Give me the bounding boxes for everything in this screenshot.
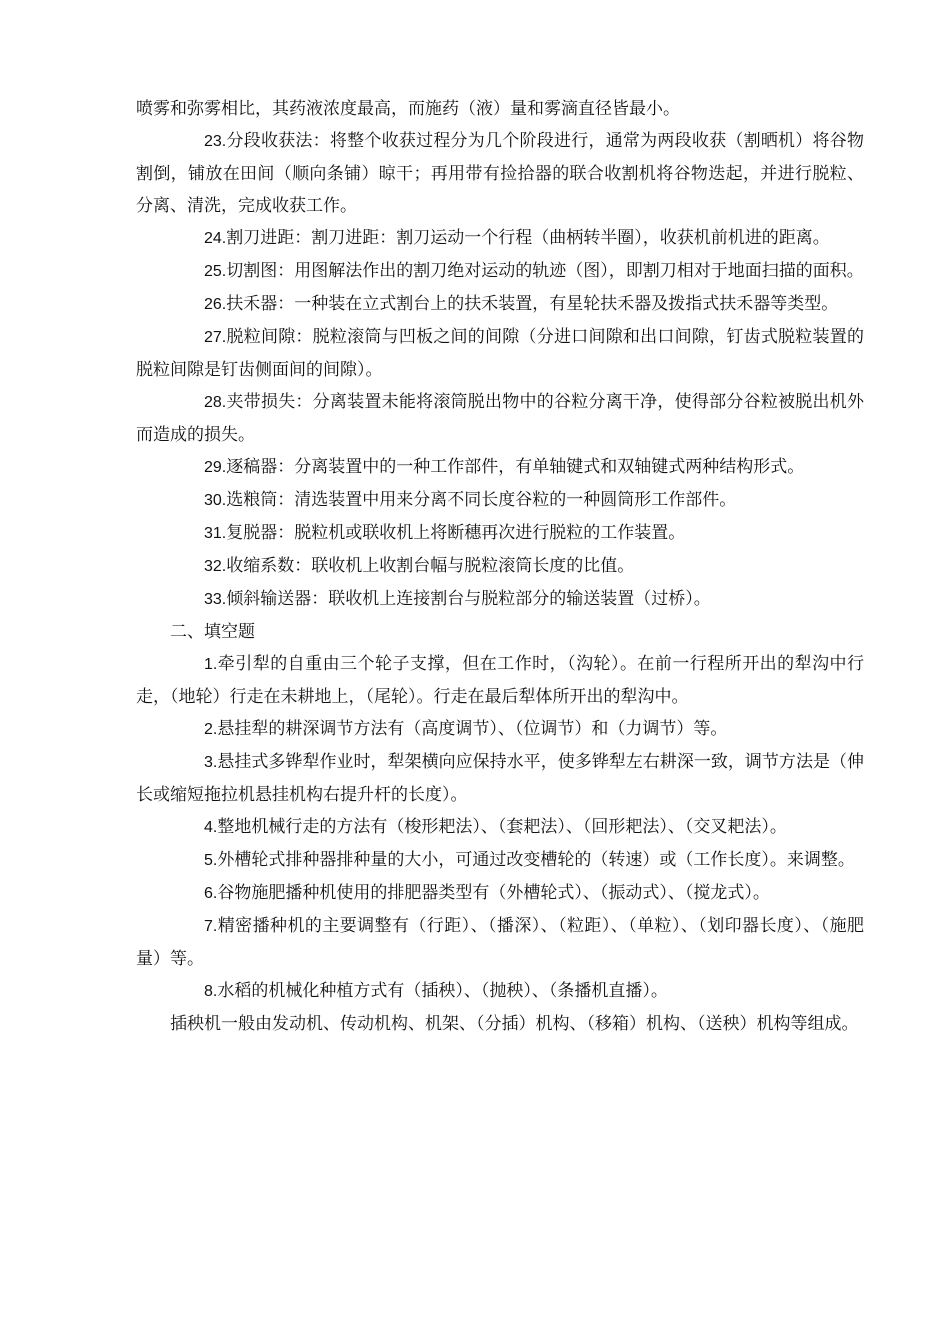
paragraph-text: 外槽轮式排种器排种量的大小，可通过改变槽轮的（转速）或（工作长度）。来调整。 [217, 850, 855, 870]
paragraph-text: 切割图：用图解法作出的割刀绝对运动的轨迹（图），即割刀相对于地面扫描的面积。 [226, 261, 864, 281]
item-number: 23. [204, 133, 227, 150]
paragraph [136, 616, 864, 648]
paragraph [136, 713, 864, 746]
paragraph [136, 321, 864, 386]
document-body [136, 93, 864, 1040]
paragraph-text: 牵引犁的自重由三个轮子支撑，但在工作时，（沟轮）。在前一行程所开出的犁沟中行走，（地轮）行走在未耕地上，（尾轮）。行走在最后犁体所开出的犁沟中。 [136, 654, 864, 707]
paragraph [136, 1008, 864, 1040]
item-number: 1. [204, 656, 218, 673]
item-number: 24. [204, 230, 227, 247]
paragraph-text: 谷物施肥播种机使用的排肥器类型有（外槽轮式）、（振动式）、（搅龙式）。 [217, 883, 770, 903]
item-number: 30. [204, 492, 227, 509]
item-number: 2. [204, 721, 218, 738]
item-number: 32. [204, 558, 227, 575]
paragraph-text: 割刀进距：割刀进距：割刀运动一个行程（曲柄转半圈），收获机前机进的距离。 [226, 228, 830, 248]
paragraph [136, 550, 864, 583]
paragraph [136, 484, 864, 517]
item-number: 6. [204, 885, 218, 902]
paragraph [136, 93, 864, 125]
paragraph [136, 517, 864, 550]
item-number: 31. [204, 525, 227, 542]
paragraph [136, 255, 864, 288]
paragraph [136, 910, 864, 975]
paragraph-text: 悬挂犁的耕深调节方法有（高度调节）、（位调节）和（力调节）等。 [217, 719, 728, 739]
item-number: 33. [204, 591, 227, 608]
paragraph-text: 整地机械行走的方法有（梭形耙法）、（套耙法）、（回形耙法）、（交叉耙法）。 [217, 817, 787, 837]
paragraph-text: 二、填空题 [170, 622, 255, 642]
paragraph-text: 倾斜输送器：联收机上连接割台与脱粒部分的输送装置（过桥）。 [226, 589, 711, 609]
item-number: 29. [204, 459, 227, 476]
paragraph-text: 喷雾和弥雾相比，其药液浓度最高，而施药（液）量和雾滴直径皆最小。 [136, 99, 680, 119]
paragraph [136, 877, 864, 910]
paragraph [136, 386, 864, 451]
paragraph-text: 选粮筒：清选装置中用来分离不同长度谷粒的一种圆筒形工作部件。 [226, 490, 737, 510]
paragraph-text: 分段收获法：将整个收获过程分为几个阶段进行，通常为两段收获（割晒机）将谷物割倒，铺放在田间（顺向条铺）晾干；再用带有捡拾器的联合收割机将谷物迭起，并进行脱粒、分离、清洗，完成收获工作。 [136, 131, 864, 216]
item-number: 26. [204, 296, 227, 313]
paragraph [136, 451, 864, 484]
item-number: 8. [204, 983, 218, 1000]
item-number: 25. [204, 263, 227, 280]
paragraph-text: 精密播种机的主要调整有（行距）、（播深）、（粒距）、（单粒）、（划印器长度）、（施肥量）等。 [136, 916, 864, 969]
paragraph-text: 脱粒间隙：脱粒滚筒与凹板之间的间隙（分进口间隙和出口间隙，钉齿式脱粒装置的脱粒间隙是钉齿侧面间的间隙）。 [136, 327, 864, 380]
item-number: 3. [204, 754, 218, 771]
paragraph [136, 583, 864, 616]
paragraph [136, 125, 864, 222]
paragraph [136, 648, 864, 713]
item-number: 28. [204, 394, 227, 411]
paragraph-text: 水稻的机械化种植方式有（插秧）、（抛秧）、（条播机直播）。 [217, 981, 668, 1001]
paragraph [136, 811, 864, 844]
item-number: 4. [204, 819, 218, 836]
item-number: 5. [204, 852, 218, 869]
paragraph [136, 746, 864, 811]
paragraph-text: 悬挂式多铧犁作业时，犁架横向应保持水平，使多铧犁左右耕深一致，调节方法是（伸长或缩短拖拉机悬挂机构右提升杆的长度）。 [136, 752, 864, 805]
paragraph-text: 插秧机一般由发动机、传动机构、机架、（分插）机构、（移箱）机构、（送秧）机构等组成。 [170, 1014, 859, 1034]
item-number: 27. [204, 329, 227, 346]
item-number: 7. [204, 918, 218, 935]
paragraph-text: 复脱器：脱粒机或联收机上将断穗再次进行脱粒的工作装置。 [226, 523, 686, 543]
paragraph [136, 222, 864, 255]
paragraph [136, 975, 864, 1008]
paragraph-text: 扶禾器：一种装在立式割台上的扶禾装置，有星轮扶禾器及拨指式扶禾器等类型。 [226, 294, 839, 314]
paragraph-text: 夹带损失：分离装置未能将滚筒脱出物中的谷粒分离干净，使得部分谷粒被脱出机外而造成的损失。 [136, 392, 864, 445]
paragraph [136, 844, 864, 877]
paragraph-text: 逐稿器：分离装置中的一种工作部件，有单轴键式和双轴键式两种结构形式。 [226, 457, 805, 477]
paragraph-text: 收缩系数：联收机上收割台幅与脱粒滚筒长度的比值。 [226, 556, 635, 576]
paragraph [136, 288, 864, 321]
